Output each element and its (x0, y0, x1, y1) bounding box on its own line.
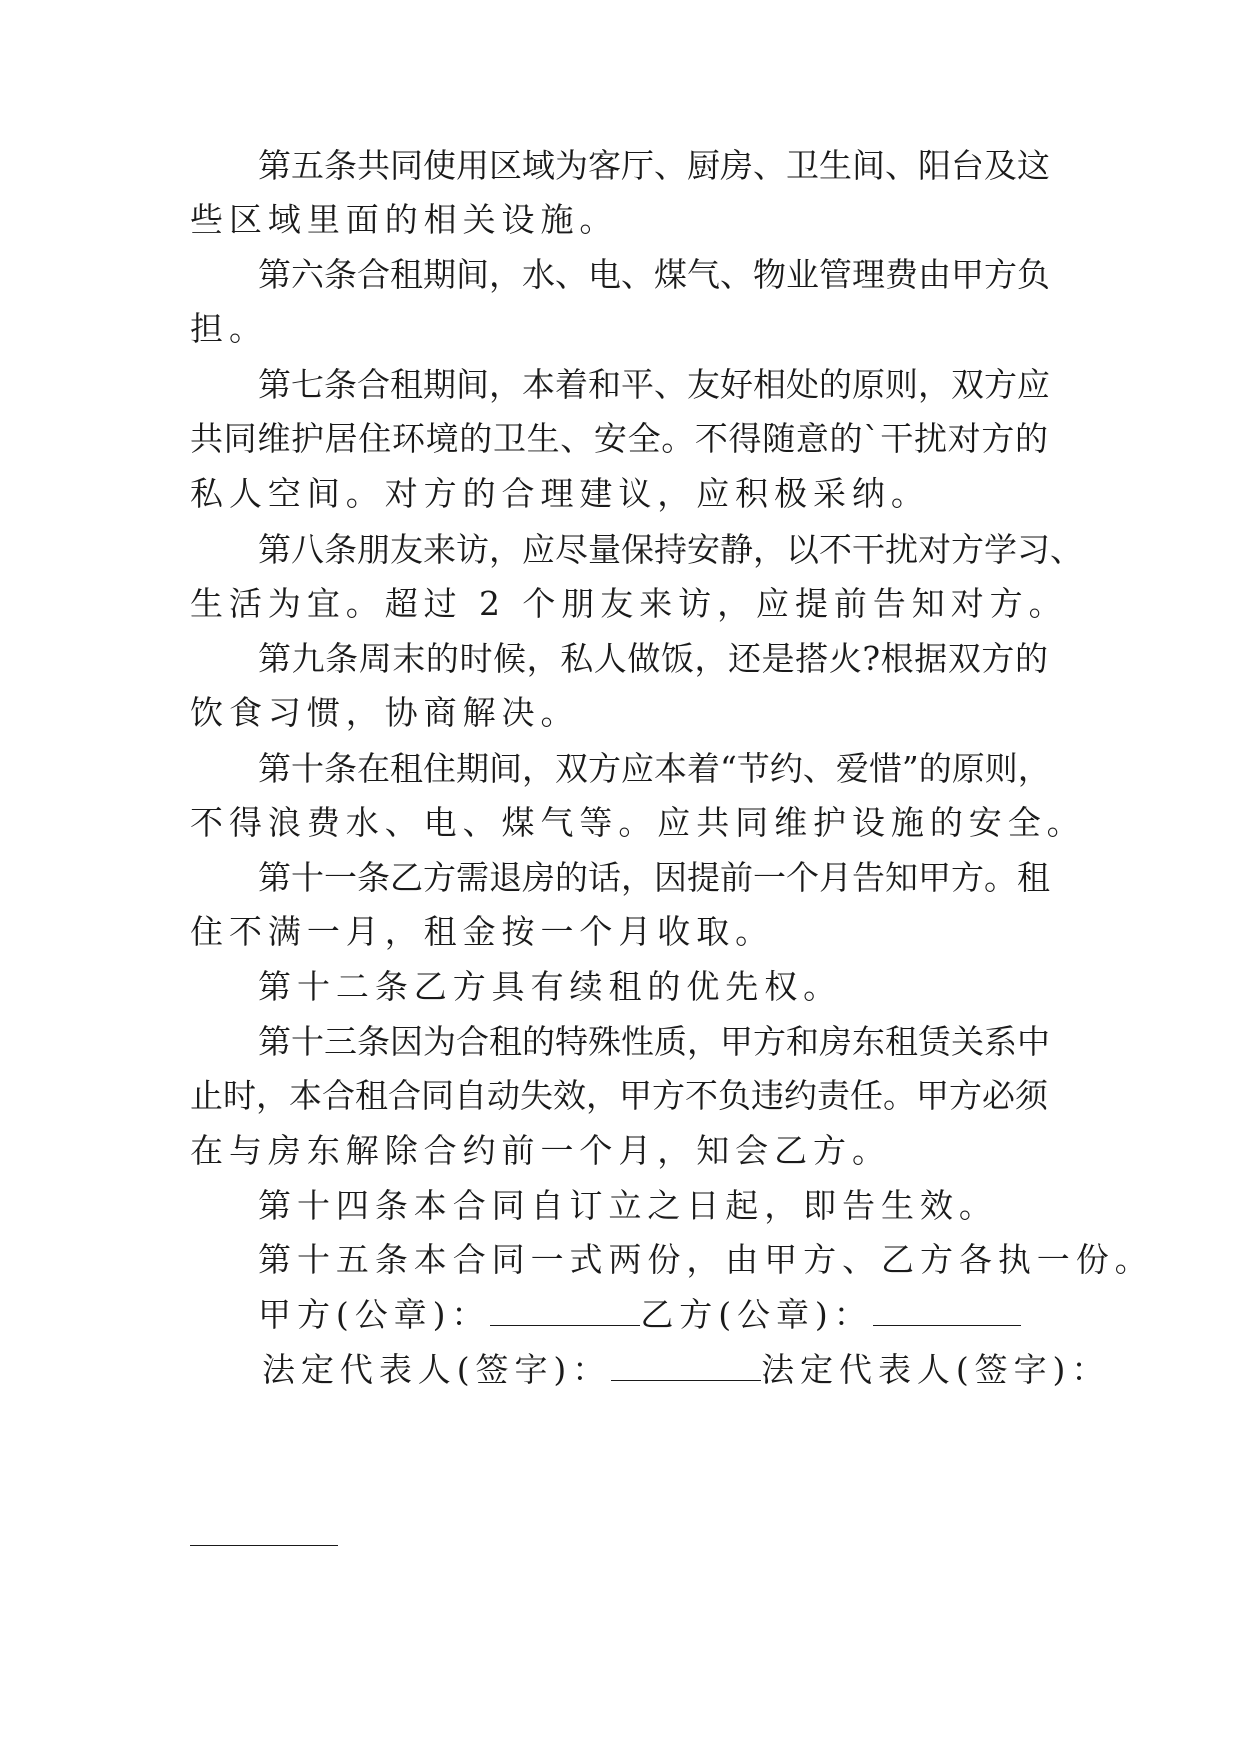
article-13-line-3: 在与房东解除合约前一个月，知会乙方。 (190, 1131, 891, 1170)
article-6-line-1: 第六条合租期间，水、电、煤气、物业管理费由甲方负 (258, 255, 1050, 294)
article-11-line-2: 住不满一月，租金按一个月收取。 (190, 912, 775, 951)
article-7-line-3: 私人空间。对方的合理建议，应积极采纳。 (190, 474, 930, 513)
article-13-line-2: 止时，本合租合同自动失效，甲方不负违约责任。甲方必须 (190, 1076, 1048, 1115)
article-5-line-2: 些区域里面的相关设施。 (190, 200, 619, 239)
article-10-line-2: 不得浪费水、电、煤气等。应共同维护设施的安全。 (190, 803, 1086, 842)
party-a-seal-label: 甲方(公章)： (258, 1295, 491, 1334)
seal-row (258, 1295, 1021, 1335)
party-a-rep-label: 法定代表人(签字)： (262, 1350, 612, 1389)
article-13-line-1: 第十三条因为合租的特殊性质，甲方和房东租赁关系中 (258, 1022, 1050, 1061)
article-12-line-1: 第十二条乙方具有续租的优先权。 (258, 967, 843, 1006)
party-b-rep-blank (190, 1545, 338, 1546)
rep-row (262, 1350, 1110, 1390)
article-7-line-2: 共同维护居住环境的卫生、安全。不得随意的`干扰对方的 (190, 419, 1048, 458)
article-6-line-2: 担。 (190, 309, 268, 348)
article-15-line-1: 第十五条本合同一式两份，由甲方、乙方各执一份。 (258, 1240, 1154, 1279)
article-9-line-2: 饮食习惯，协商解决。 (190, 693, 580, 732)
article-11-line-1: 第十一条乙方需退房的话，因提前一个月告知甲方。租 (258, 858, 1050, 897)
article-10-line-1: 第十条在租住期间，双方应本着“节约、爱惜”的原则， (258, 749, 1051, 788)
article-8-line-1: 第八条朋友来访，应尽量保持安静，以不干扰对方学习、 (258, 530, 1083, 569)
article-9-line-1: 第九条周末的时候，私人做饭，还是搭火?根据双方的 (258, 639, 1048, 678)
party-b-rep-label: 法定代表人(签字)： (761, 1350, 1111, 1389)
article-5-line-1: 第五条共同使用区域为客厅、厨房、卫生间、阳台及这 (258, 146, 1050, 185)
article-7-line-1: 第七条合租期间，本着和平、友好相处的原则，双方应 (258, 365, 1050, 404)
party-b-seal-blank (873, 1318, 1021, 1326)
party-a-seal-blank (490, 1318, 640, 1326)
party-b-seal-label: 乙方(公章)： (640, 1295, 873, 1334)
article-14-line-1: 第十四条本合同自订立之日起，即告生效。 (258, 1186, 998, 1225)
article-8-line-2: 生活为宜。超过 2 个朋友来访，应提前告知对方。 (190, 584, 1068, 623)
party-a-rep-blank (611, 1373, 761, 1381)
